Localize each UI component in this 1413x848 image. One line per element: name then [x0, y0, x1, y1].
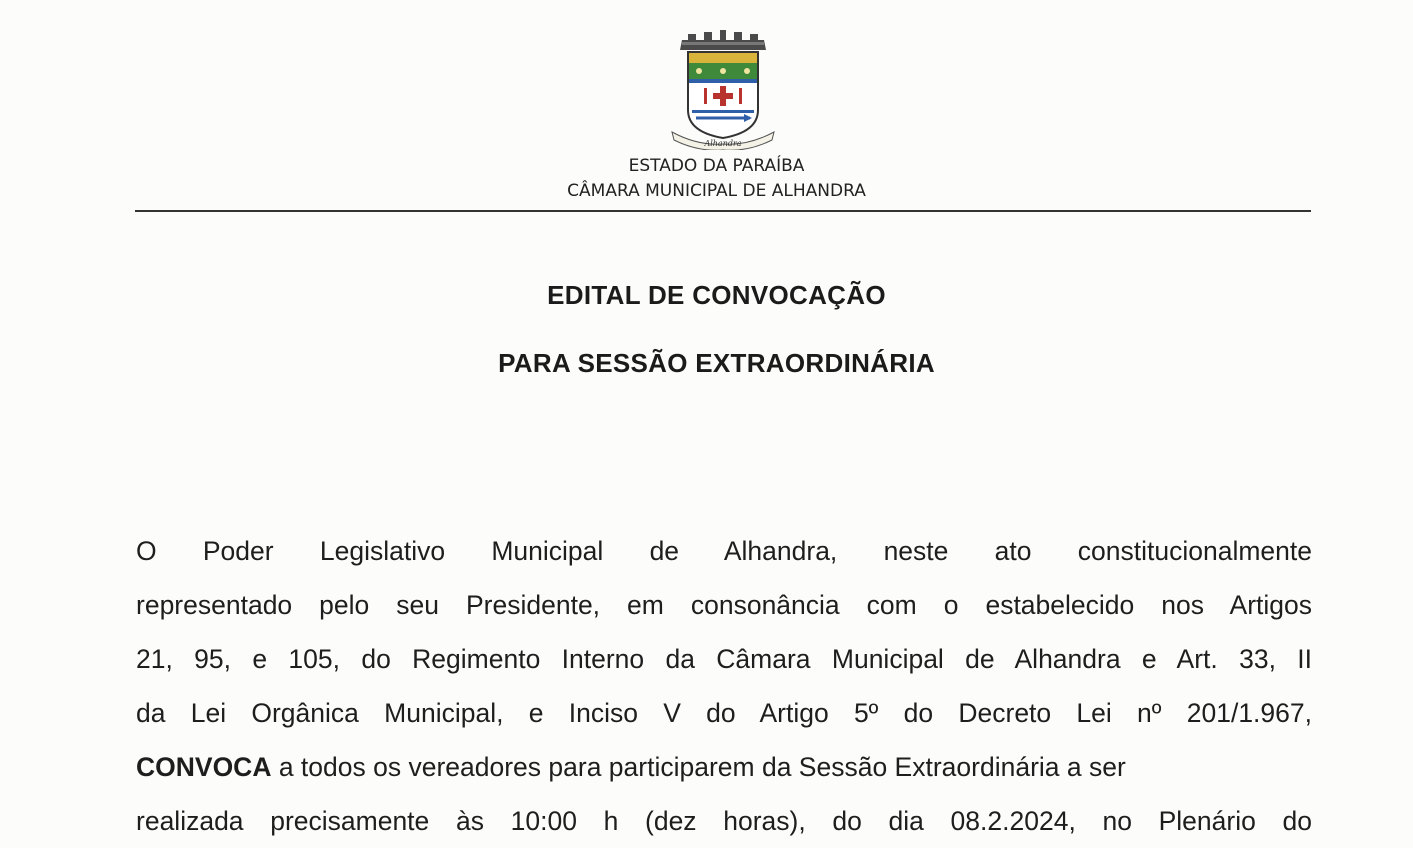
- paragraph-line-2: representado pelo seu Presidente, em consonância com o estabelecido nos Artigos: [136, 590, 1312, 620]
- convoca-keyword: CONVOCA: [136, 752, 272, 782]
- municipal-coat-of-arms-icon: [668, 28, 778, 150]
- paragraph-line-6: realizada precisamente às 10:00 h (dez horas), do dia 08.2.2024, no Plenário do: [136, 806, 1312, 836]
- crest-motto-text: Alhandra: [704, 139, 742, 148]
- paragraph-line-5-rest: a todos os vereadores para participarem da Sessão Extraordinária a ser: [271, 752, 1126, 782]
- chamber-name: CÂMARA MUNICIPAL DE ALHANDRA: [567, 181, 866, 201]
- paragraph-line-4: da Lei Orgânica Municipal, e Inciso V do Artigo 5º do Decreto Lei nº 201/1.967,: [136, 698, 1312, 728]
- header-divider: [135, 210, 1311, 212]
- state-name: ESTADO DA PARAÍBA: [628, 156, 805, 176]
- shield-icon: [688, 52, 758, 138]
- paragraph-line-3: 21, 95, e 105, do Regimento Interno da Câmara Municipal de Alhandra e Art. 33, II: [136, 644, 1312, 674]
- paragraph-line-5: [136, 740, 1312, 794]
- document-title: EDITAL DE CONVOCAÇÃO: [547, 280, 886, 310]
- paragraph-line-1: O Poder Legislativo Municipal de Alhandra, neste ato constitucionalmente: [136, 536, 1312, 566]
- crown-icon: [680, 30, 766, 50]
- document-subtitle: PARA SESSÃO EXTRAORDINÁRIA: [498, 348, 935, 378]
- body-paragraph: [136, 524, 1312, 848]
